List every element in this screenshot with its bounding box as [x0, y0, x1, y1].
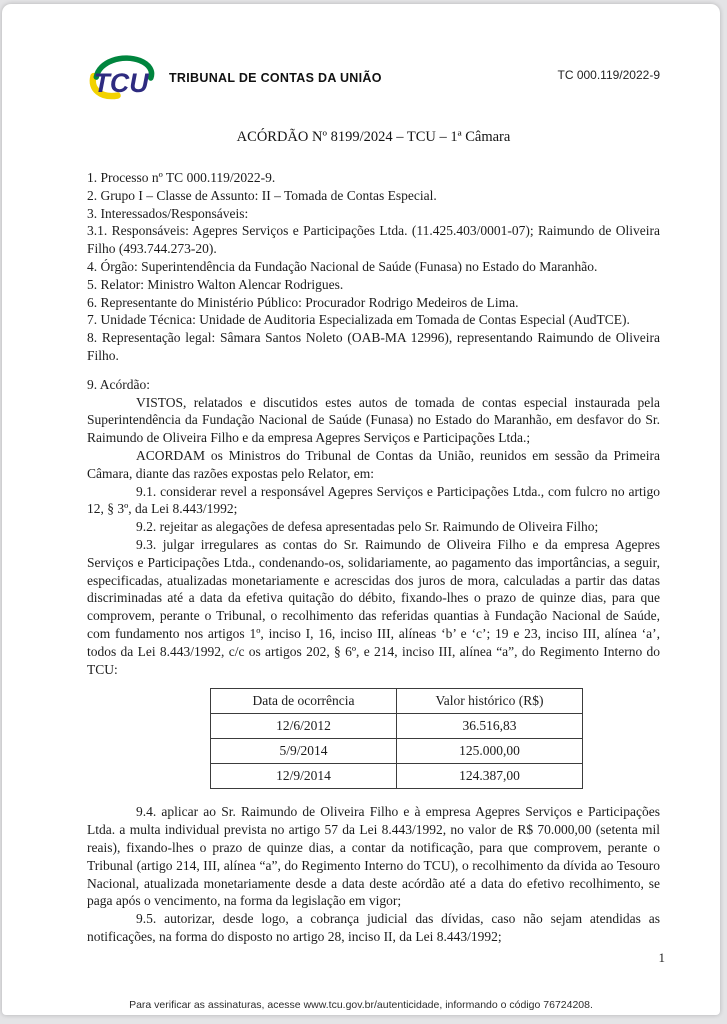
header-item: 8. Representação legal: Sâmara Santos Noleto (OAB-MA 12996), representando Raimundo de Oliveira Filho. [87, 330, 660, 363]
debt-table-row [211, 764, 583, 789]
page-number: 1 [658, 950, 665, 965]
debt-table-header-row [211, 689, 583, 714]
header-item: 3.1. Responsáveis: Agepres Serviços e Participações Ltda. (11.425.403/0001-07); Raimundo de Oliveira Filho (493.744.273-20). [87, 223, 660, 257]
header-item: 2. Grupo I – Classe de Assunto: II – Tomada de Contas Especial. [87, 187, 437, 203]
decision-paragraph: VISTOS, relatados e discutidos estes autos de tomada de contas especial instaurada pela Superintendência da Fundação Nacional de Saúde (Funasa) no Estado do Maranhão, em desfavor do Sr. Raimundo de Oliveira Filho e da empresa Agepres Serviços e Participações Ltda.; [87, 394, 660, 446]
debt-table-body [211, 714, 583, 789]
debt-table-header-value: Valor histórico (R$) [397, 689, 583, 714]
document-header [87, 54, 660, 102]
acordao-heading: 9. Acórdão: [87, 376, 150, 392]
decision-paragraphs [87, 394, 660, 679]
decision-paragraph: 9.3. julgar irregulares as contas do Sr. Raimundo de Oliveira Filho e da empresa Agepres Serviços e Participações Ltda., condenando-os, solidariamente, ao pagamento das importâncias, a seguir, especificadas, atualizadas monetariamente e acrescidas dos juros de mora, calculadas a partir das datas discriminadas até a data da efetiva quitação do débito, fixando-lhes o prazo de quinze dias, para que comprovem, perante o Tribunal, o recolhimento das referidas quantias à Fundação Nacional de Saúde, com fundamento nos artigos 1º, inciso I, 16, inciso III, alíneas ‘b’ e ‘c’; 19 e 23, inciso III, alínea ‘a’, todos da Lei 8.443/1992, c/c os artigos 202, § 6º, e 214, inciso III, alínea “a”, do Regimento Interno do TCU: [87, 536, 660, 677]
header-items-list [87, 169, 660, 365]
debt-value-cell: 125.000,00 [397, 739, 583, 764]
debt-table-row [211, 714, 583, 739]
decision-paragraph: 9.1. considerar revel a responsável Agepres Serviços e Participações Ltda., com fulcro no artigo 12, § 3º, da Lei 8.443/1992; [87, 483, 660, 517]
process-reference: TC 000.119/2022-9 [557, 68, 660, 82]
document-page [2, 4, 720, 1015]
document-title: ACÓRDÃO Nº 8199/2024 – TCU – 1ª Câmara [236, 129, 511, 145]
debt-value-cell: 36.516,83 [397, 714, 583, 739]
header-item: 5. Relator: Ministro Walton Alencar Rodrigues. [87, 276, 344, 292]
debt-date-cell: 5/9/2014 [211, 739, 397, 764]
debt-table-row [211, 739, 583, 764]
debt-table-header [211, 689, 583, 714]
decision-paragraphs-after-table [87, 803, 660, 945]
decision-paragraph: 9.4. aplicar ao Sr. Raimundo de Oliveira Filho e à empresa Agepres Serviços e Participações Ltda. a multa individual prevista no artigo 57 da Lei 8.443/1992, no valor de R$ 70.000,00 (setenta mil reais), fixando-lhes o prazo de quinze dias, a contar da notificação, para que comprovem, perante o Tribunal (artigo 214, III, alínea “a”, do Regimento Interno do TCU), o recolhimento da dívida ao Tesouro Nacional, atualizada monetariamente desde a data deste acórdão até a data do efetivo recolhimento, se paga após o vencimento, na forma da legislação em vigor; [87, 804, 660, 909]
header-item: 6. Representante do Ministério Público: Procurador Rodrigo Medeiros de Lima. [87, 294, 519, 310]
debt-table-header-date: Data de ocorrência [211, 689, 397, 714]
debt-value-cell: 124.387,00 [397, 764, 583, 789]
debt-date-cell: 12/6/2012 [211, 714, 397, 739]
header-item: 7. Unidade Técnica: Unidade de Auditoria Especializada em Tomada de Contas Especial (AudTCE). [87, 312, 630, 328]
header-item: 3. Interessados/Responsáveis: [87, 205, 249, 221]
signature-verification-footer: Para verificar as assinaturas, acesse www.tcu.gov.br/autenticidade, informando o código 76724208. [129, 999, 593, 1011]
tcu-logo [87, 54, 161, 102]
debt-table [210, 688, 583, 789]
logo-text: TCU [93, 67, 149, 98]
debt-date-cell: 12/9/2014 [211, 764, 397, 789]
org-name: TRIBUNAL DE CONTAS DA UNIÃO [169, 71, 382, 85]
decision-paragraph: 9.2. rejeitar as alegações de defesa apresentadas pelo Sr. Raimundo de Oliveira Filho; [136, 519, 599, 535]
tcu-logo-icon [87, 54, 161, 102]
decision-paragraph: 9.5. autorizar, desde logo, a cobrança judicial das dívidas, caso não sejam atendidas as notificações, na forma do disposto no artigo 28, inciso II, da Lei 8.443/1992; [87, 911, 660, 944]
decision-paragraph: ACORDAM os Ministros do Tribunal de Contas da União, reunidos em sessão da Primeira Câmara, diante das razões expostas pelo Relator, em: [87, 447, 660, 481]
header-item: 4. Órgão: Superintendência da Fundação Nacional de Saúde (Funasa) no Estado do Maranhão. [87, 258, 598, 274]
header-item: 1. Processo nº TC 000.119/2022-9. [87, 170, 276, 185]
